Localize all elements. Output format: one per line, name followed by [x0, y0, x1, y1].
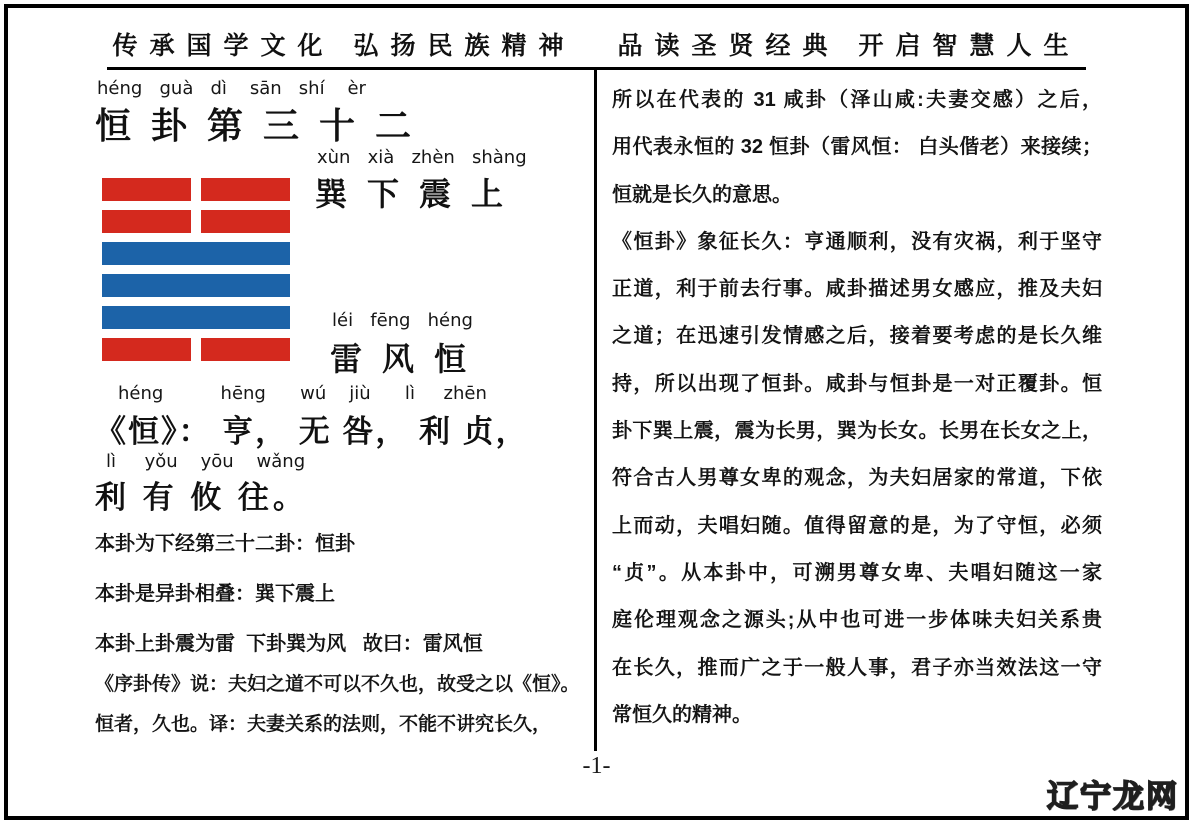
commentary-line: 在长久，推而广之于一般人事，君子亦当效法这一守: [612, 656, 1102, 679]
watermark-part2: 龙网: [1113, 779, 1179, 814]
note-line: 本卦是异卦相叠：巽下震上: [95, 583, 335, 605]
commentary-line: 恒就是长久的意思。: [612, 183, 792, 206]
hexagram-line-segment: [102, 338, 191, 361]
column-divider: [594, 70, 597, 751]
hexagram-line-segment: [201, 210, 290, 233]
hexagram-line-segment: [201, 178, 290, 201]
hexagram-line-segment: [102, 178, 191, 201]
watermark-part1: 辽宁: [1047, 779, 1113, 814]
hexagram-line-yang: [102, 274, 290, 297]
note-line: 恒者，久也。译：夫妻关系的法则，不能不讲究长久，: [95, 714, 552, 735]
hexagram-line-yin: [102, 338, 290, 361]
header-slogan-right: 品读圣贤经典 开启智慧人生: [617, 32, 1081, 60]
pinyin-hexagram-title: héng guà dì sān shí èr: [97, 78, 366, 99]
hexagram-title: 恒卦第三十二: [95, 105, 432, 146]
page-header: [0, 26, 1193, 70]
commentary-column: [612, 77, 1102, 739]
hexagram-name-text: 雷风恒: [330, 341, 487, 377]
commentary-line: 《恒卦》象征长久：亨通顺利，没有灾祸，利于坚守: [612, 230, 1102, 253]
commentary-line: 庭伦理观念之源头;从中也可进一步体味夫妇关系贵: [612, 609, 1102, 632]
hexagram-diagram: [102, 178, 290, 370]
hexagram-line-segment: [201, 338, 290, 361]
pinyin-hexagram-name: léi fēng héng: [332, 310, 473, 331]
commentary-line: “贞”。从本卦中，可溯男尊女卑、夫唱妇随这一家: [612, 561, 1102, 584]
commentary-line: 所以在代表的 31 咸卦（泽山咸:夫妻交感）之后，: [612, 89, 1102, 111]
judgment-line2: 利 有 攸 往。: [95, 480, 308, 515]
note-line: 本卦为下经第三十二卦：恒卦: [95, 533, 355, 555]
page-number: -1-: [582, 753, 611, 779]
commentary-line: 之道；在迅速引发情感之后，接着要考虑的是长久维: [612, 325, 1102, 348]
header-underline: [107, 26, 1087, 70]
commentary-line: 卦下巽上震，震为长男，巽为长女。长男在长女之上，: [612, 420, 1102, 443]
commentary-line: 持，所以出现了恒卦。咸卦与恒卦是一对正覆卦。恒: [612, 372, 1102, 395]
note-line: 《序卦传》说：夫妇之道不可以不久也，故受之以《恒》。: [95, 674, 580, 695]
site-watermark: [1047, 771, 1179, 816]
header-slogan-left: 传承国学文化 弘扬民族精神: [112, 32, 576, 60]
pinyin-judgment-line1: héng hēng wú jiù lì zhēn: [118, 383, 487, 404]
hexagram-line-yang: [102, 306, 290, 329]
pinyin-trigram-structure: xùn xià zhèn shàng: [317, 147, 527, 168]
commentary-line: 上而动，夫唱妇随。值得留意的是，为了守恒，必须: [612, 514, 1102, 537]
note-line: 本卦上卦震为雷 下卦巽为风 故曰：雷风恒: [95, 633, 483, 655]
judgment-line1: 《恒》： 亨， 无 咎， 利 贞，: [95, 414, 529, 449]
trigram-structure-text: 巽下震上: [315, 176, 524, 212]
pinyin-judgment-line2: lì yǒu yōu wǎng: [106, 451, 306, 472]
commentary-line: 常恒久的精神。: [612, 703, 752, 726]
hexagram-line-yin: [102, 178, 290, 201]
hexagram-line-yin: [102, 210, 290, 233]
commentary-line: 正道，利于前去行事。咸卦描述男女感应，推及夫妇: [612, 278, 1102, 301]
hexagram-line-yang: [102, 242, 290, 265]
commentary-line: 用代表永恒的 32 恒卦（雷风恒： 白头偕老）来接续；: [612, 136, 1102, 159]
hexagram-line-segment: [102, 210, 191, 233]
commentary-line: 符合古人男尊女卑的观念，为夫妇居家的常道，下依: [612, 467, 1102, 490]
